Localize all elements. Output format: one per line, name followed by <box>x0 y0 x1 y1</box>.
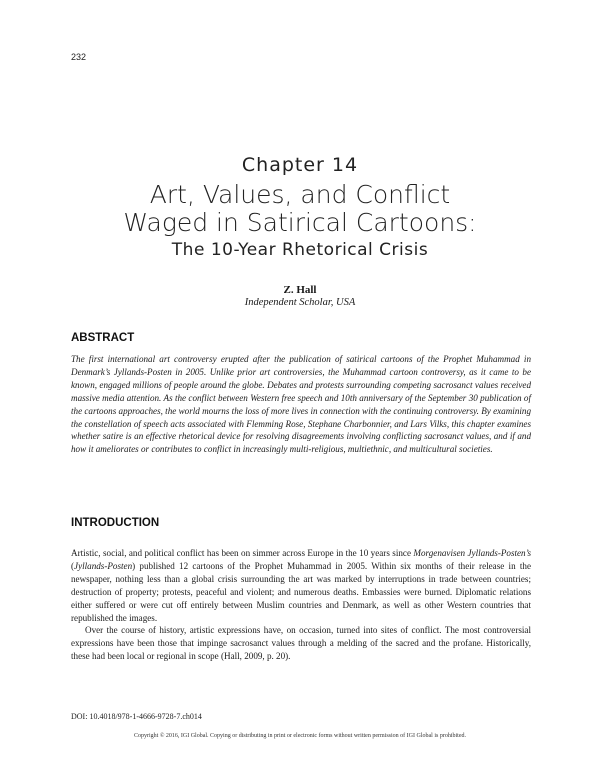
introduction-body <box>71 547 531 663</box>
author-affiliation: Independent Scholar, USA <box>244 297 356 308</box>
chapter-title-line-2: Waged in Satirical Cartoons: <box>123 208 477 237</box>
author-name: Z. Hall <box>283 284 317 296</box>
abstract-text: The first international art controversy erupted after the publication of satirical cartoons of the Prophet Muhammad in Denmark’s Jyllands-Posten in 2005. Unlike prior art controversies, the Muhammad cartoon controversy, as it came to be known, engaged millions of people around the globe. Debates and protests surrounding competing sacrosanct values received massive media attention. As the conflict between Western free speech and 10th anniversary of the September 30 publication of the cartoons approaches, the world mourns the loss of more lives in connection with the continuing controversy. By examining the constellation of speech acts associated with Flemming Rose, Stephane Charbonnier, and Lars Vilks, this chapter examines whether satire is an effective rhetorical device for resolving disagreements involving conflicting sacrosanct values, and if and how it ameliorates or contributes to conflict in increasingly multi-religious, multiethnic, and multicultural societies. <box>71 354 531 455</box>
intro-p1-text-3: ) published 12 cartoons of the Prophet Muhammad in 2005. Within six months of their release in the newspaper, nothing less than a global crisis surrounding the art was marked by interruptions in trade between countries; destruction of property; protests, peaceful and violent; and numerous deaths. Embassies were burned. Diplomatic relations either suffered or were cut off entirely between Muslim countries and Denmark, as well as other Western countries that republished the images. <box>71 560 531 623</box>
chapter-title-line-1: Art, Values, and Conflict <box>149 180 451 209</box>
intro-p1-newspaper-short: Jyllands-Posten <box>74 560 133 571</box>
doi-line: DOI: 10.4018/978-1-4666-9728-7.ch014 <box>71 712 202 721</box>
chapter-title <box>0 181 600 237</box>
page-number: 232 <box>71 52 87 62</box>
intro-p1-text-1: Artistic, social, and political conflict has been on simmer across Europe in the 10 years since <box>71 548 414 558</box>
abstract-heading: ABSTRACT <box>71 332 135 344</box>
copyright-notice: Copyright © 2016, IGI Global. Copying or distributing in print or electronic forms without written permission of IGI Global is prohibited. <box>133 733 466 739</box>
chapter-subtitle: The 10-Year Rhetorical Crisis <box>171 240 429 260</box>
introduction-paragraph-1 <box>71 547 531 624</box>
introduction-paragraph-2: Over the course of history, artistic expressions have, on occasion, turned into sites of conflict. The most controversial expressions have been those that impinge sacrosanct values through a melding of the sacred and the profane. Historically, these had been local or regional in scope (Hall, 2009, p. 20). <box>71 625 531 662</box>
intro-p1-text-2: ( <box>71 560 75 571</box>
chapter-label: Chapter 14 <box>241 154 359 176</box>
intro-p1-newspaper-name: Morgenavisen Jyllands-Posten’s <box>413 548 531 558</box>
introduction-heading: INTRODUCTION <box>71 517 160 529</box>
